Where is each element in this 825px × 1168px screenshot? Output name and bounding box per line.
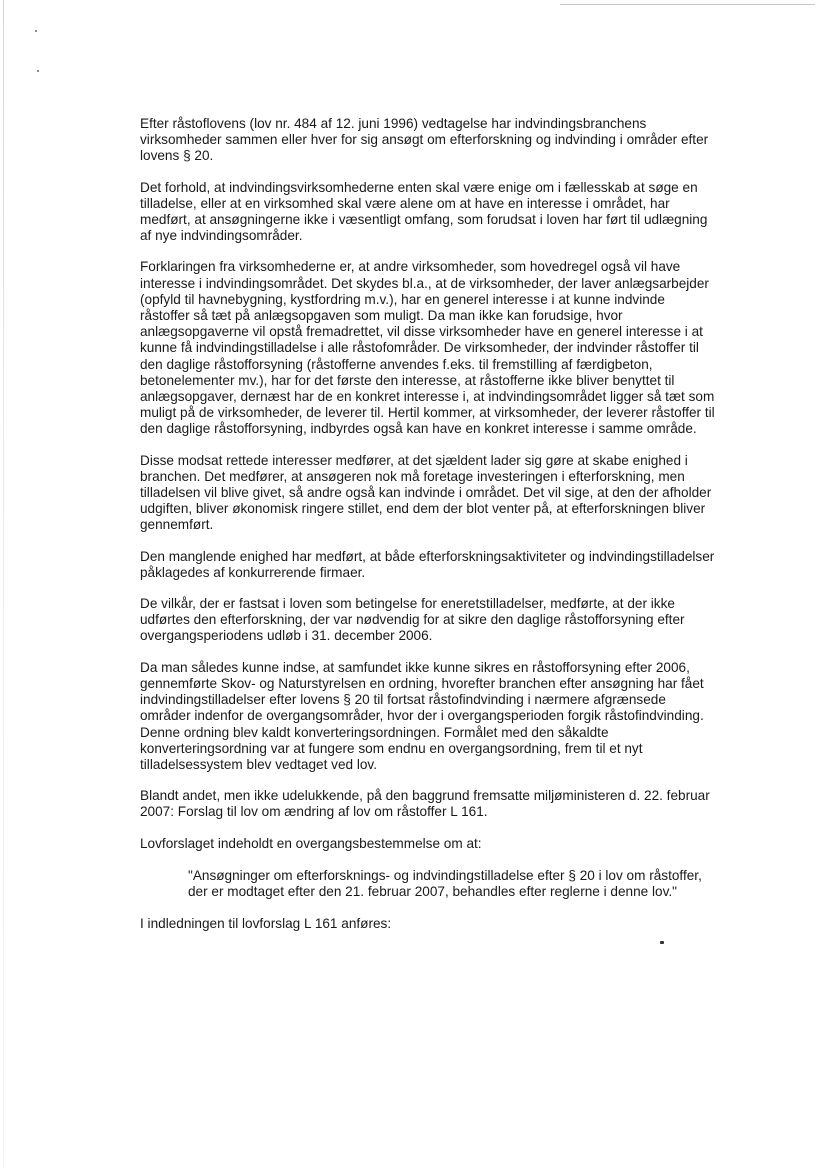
paragraph: Forklaringen fra virksomhederne er, at andre virksomheder, som hovedregel også vil have interesse i indvindingsområdet. Det skydes bl.a., at de virksomheder, der laver anlægsarbejder (opfyld til havnebygning, kystfordring m.v.), har en generel interesse i at kunne indvinde råstoffer så tæt på anlægsopgaven som muligt. Da man ikke kan forudsige, hvor anlægsopgaverne vil opstå fremadrettet, vil disse virksomheder have en generel interesse i at kunne få indvindingstilladelse i alle råstofområder. De virksomheder, der indvinder råstoffer til den daglige råstofforsyning (råstofferne anvendes f.eks. til fremstilling af færdigbeton, betonelementer mv.), har for det første den interesse, at råstofferne ikke bliver benyttet til anlægsopgaver, dernæst har de en konkret interesse i, at indvindingsområdet ligger så tæt som muligt på de virksomheder, de leverer til. Hertil kommer, at virksomheder, der leverer råstoffer til den daglige råstofforsyning, indbyrdes også kan have en konkret interesse i samme område. <box>140 259 715 437</box>
paragraph: Lovforslaget indeholdt en overgangsbestemmelse om at: <box>140 835 482 851</box>
paragraph: Da man således kunne indse, at samfundet ikke kunne sikres en råstofforsyning efter 2006, gennemførte Skov- og Naturstyrelsen en ordning, hvorefter branchen efter ansøgning har fået indvindingstilladelser efter lovens § 20 til fortsat råstofindvinding i nærmere afgrænsede områder indenfor de overgangsområder, hvor der i overgangsperioden forgik råstofindvinding. Denne ordning blev kaldt konverteringsordningen. Formålet med den såkaldte konverteringsordning var at fungere som endnu en overgangsordning, frem til et nyt tilladelsessystem blev vedtaget ved lov. <box>140 659 704 772</box>
document-body <box>140 116 718 932</box>
closing-line: I indledningen til lovforslag L 161 anføres: <box>140 916 392 932</box>
paragraph: Blandt andet, men ikke udelukkende, på den baggrund fremsatte miljøministeren d. 22. februar 2007: Forslag til lov om ændring af lov om råstoffer L 161. <box>140 788 710 820</box>
paragraph: Det forhold, at indvindingsvirksomhederne enten skal være enige om i fællesskab at søge en tilladelse, eller at en virksomhed skal være alene om at have en interesse i området, har medført, at ansøgningerne ikke i væsentligt omfang, som forudsat i loven har ført til udlægning af nye indvindingsområder. <box>140 179 708 244</box>
scan-top-edge <box>560 4 815 5</box>
paragraph: Efter råstoflovens (lov nr. 484 af 12. juni 1996) vedtagelse har indvindingsbranchens virksomheder sammen eller hver for sig ansøgt om efterforskning og indvinding i områder efter lovens § 20. <box>140 116 709 164</box>
scan-left-edge <box>3 0 4 1168</box>
paragraph: Den manglende enighed har medført, at både efterforskningsaktiviteter og indvindingstilladelser påklagedes af konkurrerende firmaer. <box>140 548 715 580</box>
block-quote: "Ansøgninger om efterforsknings- og indvindingstilladelse efter § 20 i lov om råstoffer, der er modtaget efter den 21. februar 2007, behandles efter reglerne i denne lov." <box>188 867 702 899</box>
paragraph: De vilkår, der er fastsat i loven som betingelse for eneretstilladelser, medførte, at der ikke udførtes den efterforskning, der var nødvendig for at sikre den daglige råstofforsyning efter overgangsperiodens udløb i 31. december 2006. <box>140 596 685 644</box>
scan-speck <box>37 70 39 72</box>
scan-speck <box>35 30 37 32</box>
scan-speck <box>660 941 664 944</box>
paragraph: Disse modsat rettede interesser medfører, at det sjældent lader sig gøre at skabe enighed i branchen. Det medfører, at ansøgeren nok må foretage investeringen i efterforskning, men tilladelsen vil blive givet, så andre også kan indvinde i området. Det vil sige, at den der afholder udgiften, bliver økonomisk ringere stillet, end dem der blot venter på, at efterforskningen bliver gennemført. <box>140 452 712 533</box>
